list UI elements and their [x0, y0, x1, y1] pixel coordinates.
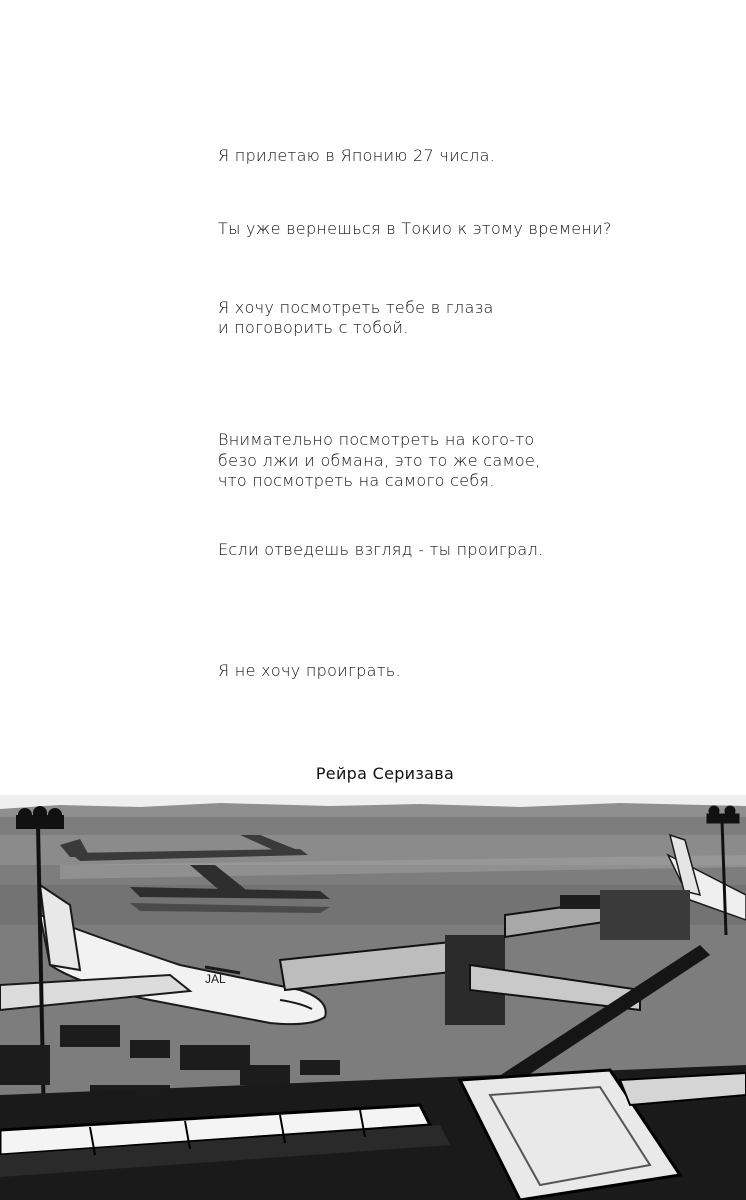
- text-line-look-eyes: Я хочу посмотреть тебе в глаза: [218, 298, 494, 317]
- text-line-look-away: Если отведешь взгляд - ты проиграл.: [218, 540, 544, 559]
- signature: Рейра Серизава: [315, 764, 455, 783]
- text-line-look-carefully: Внимательно посмотреть на кого-то: [218, 430, 535, 449]
- text-line-tokyo-question: Ты уже вернешься в Токио к этому времени?: [218, 219, 612, 238]
- text-line-arrival: Я прилетаю в Японию 27 числа.: [218, 146, 496, 165]
- airport-illustration: [0, 795, 746, 1200]
- text-line-no-lies: безо лжи и обмана, это то же самое,: [218, 451, 541, 470]
- airline-logo: JAL: [205, 972, 226, 986]
- text-line-not-lose: Я не хочу проиграть.: [218, 661, 401, 680]
- text-line-talk: и поговорить с тобой.: [218, 318, 409, 337]
- text-line-self: что посмотреть на самого себя.: [218, 471, 495, 490]
